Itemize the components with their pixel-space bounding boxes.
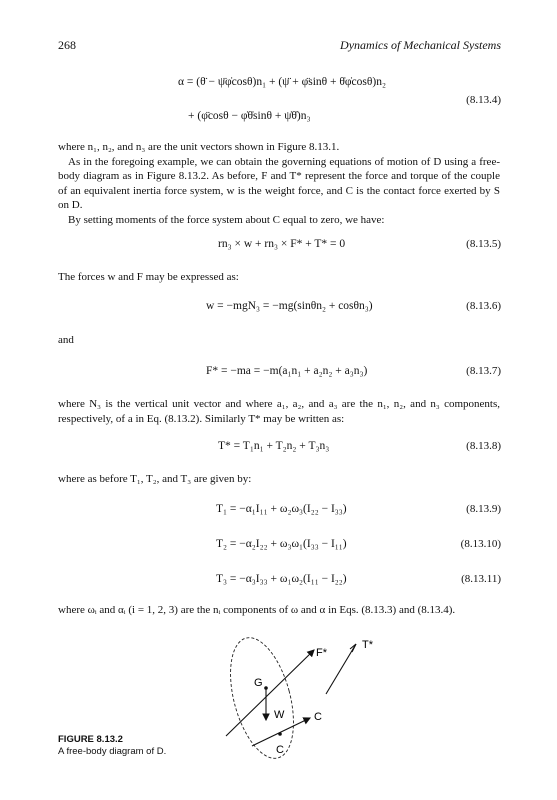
paragraph: where n₁, n₂, and n₃ are the unit vectors shown in Figure 8.13.1. xyxy=(58,141,340,153)
paragraph-block-1 xyxy=(58,140,500,228)
contact-force-label-c: C xyxy=(314,711,322,723)
free-body-diagram xyxy=(216,636,396,796)
paragraph: where N₃ is the vertical unit vector and where a₁, a₂, and a₃ are the n₁, n₂, and n₃ components, respectively, of a in Eq. (8.13.2). Similarly T* may be written as: xyxy=(58,398,500,425)
figure-caption xyxy=(58,734,166,758)
equation-8-13-10: T₂ = −α₂I₂₂ + ω₃ω₁(I₃₃ − I₁₁) xyxy=(216,538,347,550)
equation-number: (8.13.6) xyxy=(466,300,501,312)
equation-number: (8.13.10) xyxy=(460,538,501,550)
force-f-vector xyxy=(226,650,314,736)
paragraph: By setting moments of the force system about C equal to zero, we have: xyxy=(68,213,385,226)
equation-8-13-9: T₁ = −α₁I₁₁ + ω₂ω₃(I₂₂ − I₃₃) xyxy=(216,503,347,515)
equation-number: (8.13.7) xyxy=(466,365,501,377)
weight-label-w: W xyxy=(274,709,285,721)
equation-number: (8.13.8) xyxy=(466,440,501,452)
running-title: Dynamics of Mechanical Systems xyxy=(340,38,501,52)
paragraph: where ωᵢ and αᵢ (i = 1, 2, 3) are the nᵢ components of ω and α in Eqs. (8.13.3) and (8.13.4). xyxy=(58,604,456,616)
torque-t-vector xyxy=(326,644,356,694)
equation-number: (8.13.11) xyxy=(461,573,501,585)
contact-force-c-vector xyxy=(252,718,310,746)
equation-8-13-11: T₃ = −α₃I₃₃ + ω₁ω₂(I₁₁ − I₂₂) xyxy=(216,573,347,585)
equation-8-13-5: rn₃ × w + rn₃ × F* + T* = 0 xyxy=(218,238,346,250)
equation-8-13-7: F* = −ma = −m(a₁n₁ + a₂n₂ + a₃n₃) xyxy=(206,365,368,377)
paragraph: The forces w and F may be expressed as: xyxy=(58,271,239,283)
force-label-f: F* xyxy=(316,647,327,659)
point-label-g: G xyxy=(254,677,263,689)
paragraph: and xyxy=(58,334,74,346)
equation-number: (8.13.9) xyxy=(466,503,501,515)
paragraph: As in the foregoing example, we can obtain the governing equations of motion of D using a free-body diagram as in Figure 8.13.2. As before, F and T* represent the force and torque of the couple of an equivalent inertia force system, w is the weight force, and C is the contact force exerted by S on D. xyxy=(58,155,500,212)
paragraph: where as before T₁, T₂, and T₃ are given by: xyxy=(58,473,252,485)
equation-number: (8.13.5) xyxy=(466,238,501,250)
equation-8-13-4-line1: α = (θ̈ − ψ̈φ̇cosθ)n₁ + (ψ̈ + φ̈sinθ + θ̇φ̇cosθ)n₂ xyxy=(178,76,386,88)
equation-number: (8.13.4) xyxy=(466,94,501,106)
figure-caption-title: FIGURE 8.13.2 xyxy=(58,734,123,745)
figure-caption-text: A free-body diagram of D. xyxy=(58,746,167,757)
contact-point-label-c: C xyxy=(276,744,284,756)
equation-8-13-8: T* = T₁n₁ + T₂n₂ + T₃n₃ xyxy=(218,440,330,452)
equation-8-13-4-line2: + (φ̈cosθ − φ̇θ̇sinθ + ψ̇θ̇)n₃ xyxy=(188,110,311,122)
equation-8-13-6: w = −mgN₃ = −mg(sinθn₂ + cosθn₃) xyxy=(206,300,373,312)
page-number: 268 xyxy=(58,38,76,52)
torque-label-t: T* xyxy=(362,639,373,651)
